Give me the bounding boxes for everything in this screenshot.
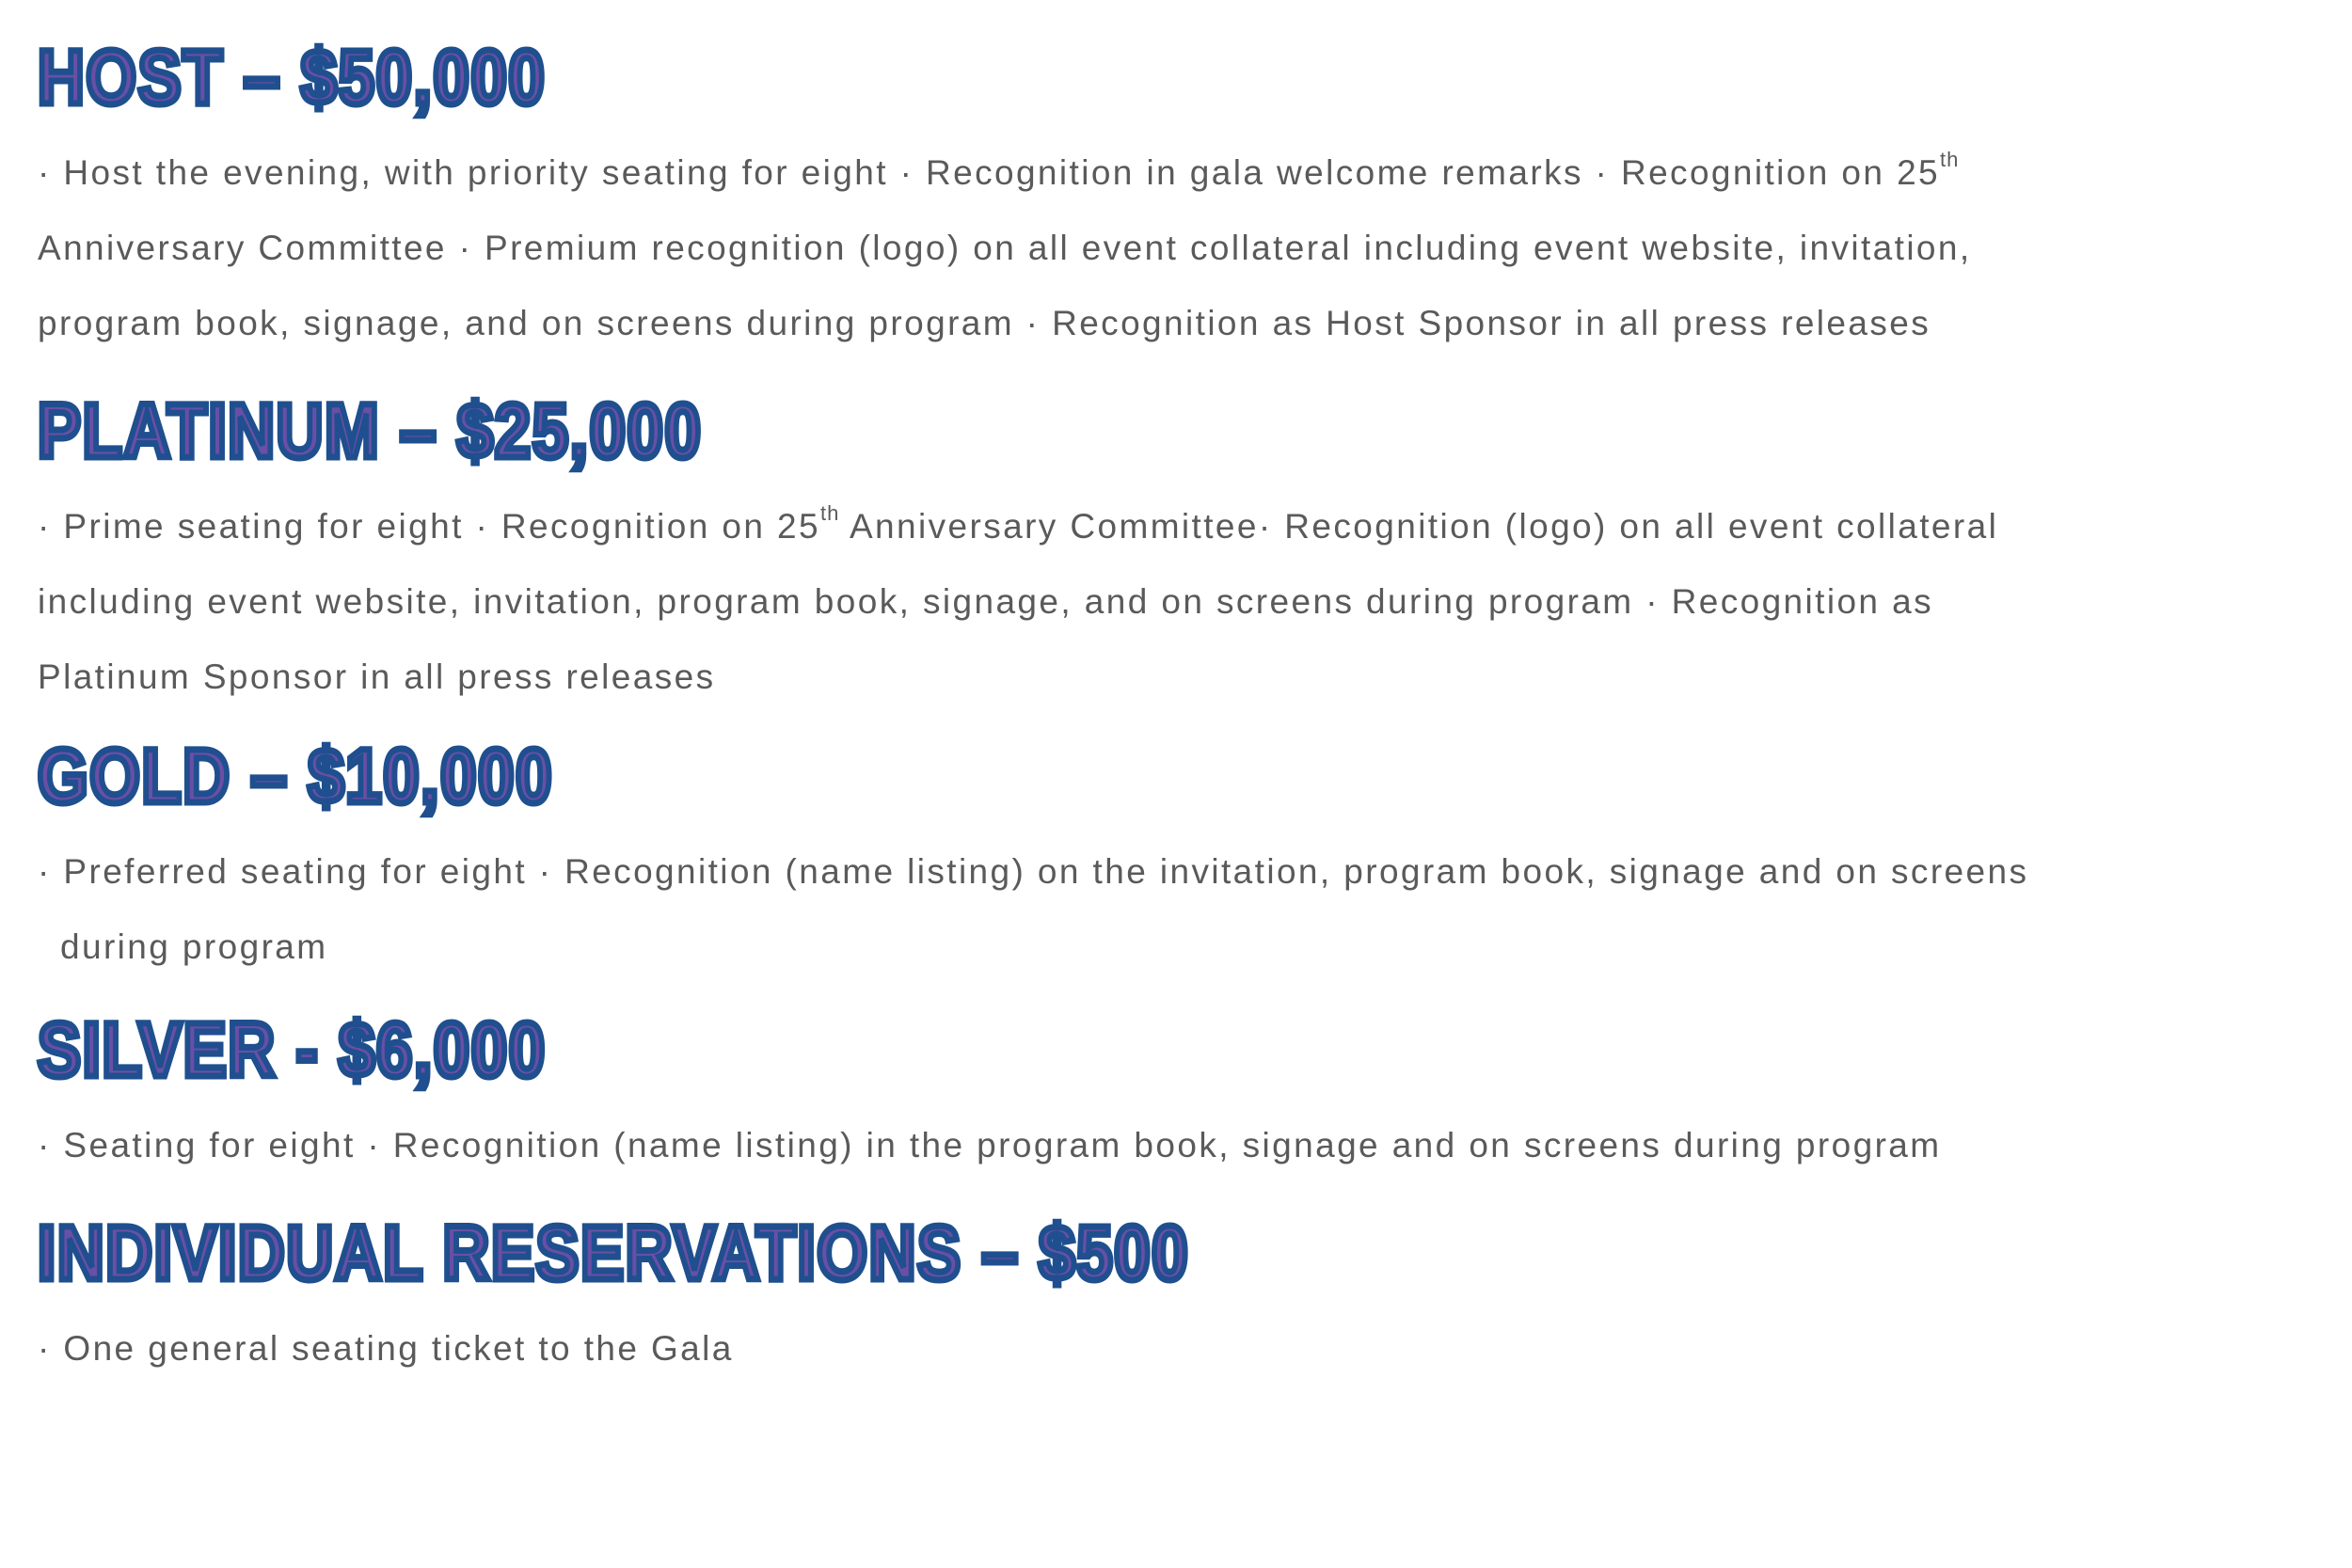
tier-benefits [38, 135, 1972, 361]
tier-heading: INDIVIDUAL RESERVATIONS – $500 [38, 1211, 1190, 1296]
benefit-text: · Host the evening, with priority seating for eight · Recognition in gala welcome remarks · Recognition on 25 [38, 153, 1941, 192]
benefit-line [38, 640, 1998, 715]
benefit-line [38, 1108, 1942, 1183]
benefit-line [38, 211, 1972, 286]
tier-heading: SILVER - $6,000 [38, 1007, 547, 1093]
benefit-text: · Seating for eight · Recognition (name listing) in the program book, signage and on screens during program [38, 1126, 1942, 1164]
tier-individual [38, 1211, 1408, 1386]
benefit-text: · One general seating ticket to the Gala [38, 1329, 734, 1368]
benefit-line [38, 489, 1998, 564]
ordinal-suffix: th [1940, 148, 1960, 171]
tier-silver [38, 1007, 1942, 1183]
ordinal-suffix: th [819, 501, 840, 525]
benefit-text: Anniversary Committee· Recognition (logo) on all event collateral [839, 507, 1999, 546]
tier-benefits [38, 489, 1998, 715]
benefit-line [38, 910, 2028, 985]
tier-benefits [38, 834, 2028, 985]
benefit-text: program book, signage, and on screens during program · Recognition as Host Sponsor in all press releases [38, 304, 1931, 342]
tier-gold [38, 734, 2029, 985]
tier-benefits [38, 1311, 1408, 1386]
tier-benefits [38, 1108, 1942, 1183]
tier-platinum [38, 388, 1999, 715]
benefit-text: · Preferred seating for eight · Recognition (name listing) on the invitation, program book, signage and on screens [38, 852, 2029, 891]
benefit-line [38, 1311, 1408, 1386]
tier-heading: HOST – $50,000 [38, 35, 547, 120]
benefit-text: Platinum Sponsor in all press releases [38, 657, 716, 696]
benefit-text: during program [60, 927, 328, 966]
tier-heading: PLATINUM – $25,000 [38, 388, 703, 474]
benefit-text: including event website, invitation, program book, signage, and on screens during program · Recognition as [38, 582, 1933, 621]
tier-heading: GOLD – $10,000 [38, 734, 554, 819]
benefit-text: Anniversary Committee · Premium recognition (logo) on all event collateral including event website, invitation, [38, 229, 1972, 267]
benefit-line [38, 564, 1998, 640]
benefit-line [38, 135, 1972, 211]
benefit-text: · Prime seating for eight · Recognition on 25 [38, 507, 820, 546]
benefit-line [38, 834, 2028, 910]
tier-host [38, 35, 1972, 361]
benefit-line [38, 286, 1972, 361]
